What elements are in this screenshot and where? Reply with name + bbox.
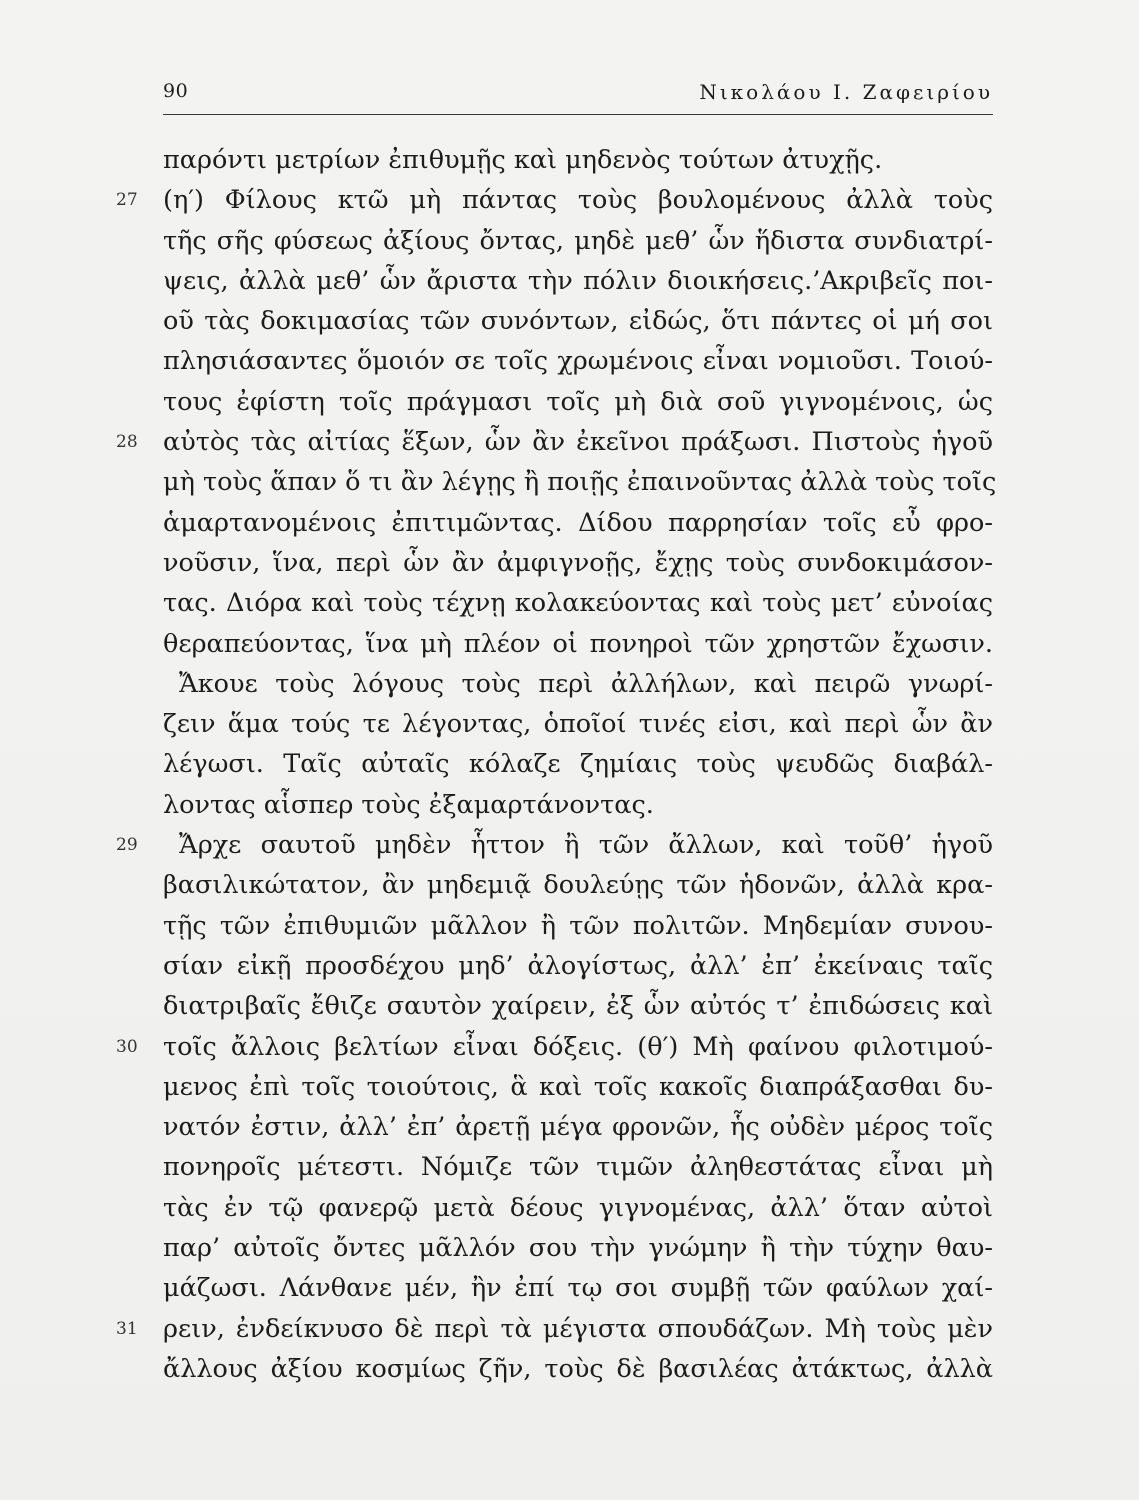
text-line <box>163 1349 993 1389</box>
line-text: νατόν ἐστιν, ἀλλ’ ἐπ’ ἀρετῇ μέγα φρονῶν, ἧς οὐδὲν μέρος τοῖς <box>163 1112 993 1143</box>
text-line <box>163 906 993 946</box>
text-line <box>163 583 993 623</box>
line-text: αὐτὸς τὰς αἰτίας ἕξων, ὧν ἂν ἐκεῖνοι πράξωσι. Πιστοὺς ἡγοῦ <box>163 427 993 458</box>
line-text: Ἄρχε σαυτοῦ μηδὲν ἧττον ἢ τῶν ἄλλων, καὶ τοῦθ’ ἡγοῦ <box>179 830 993 861</box>
text-line <box>163 664 993 704</box>
line-text: σίαν εἰκῇ προσδέχου μηδ’ ἀλογίστως, ἀλλ’ ἐπ’ ἐκείναις ταῖς <box>163 950 993 981</box>
text-line <box>163 704 993 744</box>
text-line <box>163 382 993 422</box>
text-line <box>163 301 993 341</box>
line-text: πλησιάσαντες ὅμοιόν σε τοῖς χρωμένοις εἶναι νομιοῦσι. Τοιού- <box>163 346 993 377</box>
line-text: ζειν ἅμα τούς τε λέγοντας, ὁποῖοί τινές εἰσι, καὶ περὶ ὧν ἂν <box>163 709 993 740</box>
text-line <box>163 1268 993 1308</box>
line-text: διατριβαῖς ἔθιζε σαυτὸν χαίρειν, ἐξ ὧν αὐτός τ’ ἐπιδώσεις καὶ <box>163 991 993 1022</box>
line-text: τὰς ἐν τῷ φανερῷ μετὰ δέους γιγνομένας, ἀλλ’ ὅταν αὐτοὶ <box>163 1192 993 1223</box>
line-text: παρόντι μετρίων ἐπιθυμῇς καὶ μηδενὸς τούτων ἀτυχῇς. <box>163 145 883 175</box>
line-text: πονηροῖς μέτεστι. Νόμιζε τῶν τιμῶν ἀληθεστάτας εἶναι μὴ <box>163 1152 993 1183</box>
line-text: τους ἐφίστη τοῖς πράγμασι τοῖς μὴ διὰ σοῦ γιγνομένοις, ὡς <box>163 386 993 417</box>
text-line <box>163 543 993 583</box>
text-line <box>116 422 993 462</box>
text-line <box>163 341 993 381</box>
text-line <box>163 1188 993 1228</box>
margin-section-number: 31 <box>116 1318 138 1339</box>
running-head: Νικολάου Ι. Ζαφειρίου <box>699 80 993 104</box>
text-line <box>163 1067 993 1107</box>
body-text <box>116 140 997 1389</box>
text-line <box>163 503 993 543</box>
line-text: μενος ἐπὶ τοῖς τοιούτοις, ἃ καὶ τοῖς κακοῖς διαπράξασθαι δυ- <box>163 1071 993 1102</box>
line-text: ἄλλους ἀξίου κοσμίως ζῆν, τοὺς δὲ βασιλέας ἀτάκτως, ἀλλὰ <box>163 1353 993 1384</box>
text-line <box>116 1027 993 1067</box>
text-line <box>116 1309 993 1349</box>
line-text: οῦ τὰς δοκιμασίας τῶν συνόντων, εἰδώς, ὅτι πάντες οἱ μή σοι <box>163 306 993 337</box>
line-text: τοῖς ἄλλοις βελτίων εἶναι δόξεις. (θ′) Μὴ φαίνου φιλοτιμού- <box>163 1031 993 1062</box>
margin-section-number: 30 <box>116 1036 138 1057</box>
margin-section-number: 29 <box>116 835 138 856</box>
line-text: λέγωσι. Ταῖς αὐταῖς κόλαζε ζημίαις τοὺς ψευδῶς διαβάλ- <box>163 749 993 780</box>
line-text: νοῦσιν, ἵνα, περὶ ὧν ἂν ἀμφιγνοῇς, ἔχῃς τοὺς συνδοκιμάσον- <box>163 547 993 578</box>
line-text: παρ’ αὐτοῖς ὄντες μᾶλλόν σου τὴν γνώμην ἢ τὴν τύχην θαυ- <box>163 1233 993 1264</box>
text-line <box>163 140 993 180</box>
text-line <box>163 462 997 502</box>
text-line <box>163 1147 993 1187</box>
margin-section-number: 28 <box>116 432 138 453</box>
page-number: 90 <box>163 80 189 102</box>
text-line <box>163 744 993 784</box>
text-line <box>163 1107 993 1147</box>
line-text: μὴ τοὺς ἅπαν ὅ τι ἂν λέγῃς ἢ ποιῇς ἐπαινοῦντας ἀλλὰ τοὺς τοῖς <box>163 467 997 498</box>
line-text: τῇς τῶν ἐπιθυμιῶν μᾶλλον ἢ τῶν πολιτῶν. Μηδεμίαν συνου- <box>163 910 993 941</box>
text-line <box>163 986 993 1026</box>
page-header <box>163 78 993 115</box>
line-text: Ἄκουε τοὺς λόγους τοὺς περὶ ἀλλήλων, καὶ πειρῶ γνωρί- <box>179 668 993 699</box>
text-line <box>163 261 993 301</box>
line-text: θεραπεύοντας, ἵνα μὴ πλέον οἱ πονηροὶ τῶν χρηστῶν ἔχωσιν. <box>163 628 993 659</box>
line-text: λοντας αἷσπερ τοὺς ἐξαμαρτάνοντας. <box>163 789 654 820</box>
line-text: (η′) Φίλους κτῶ μὴ πάντας τοὺς βουλομένους ἀλλὰ τοὺς <box>163 185 993 216</box>
line-text: ψεις, ἀλλὰ μεθ’ ὧν ἄριστα τὴν πόλιν διοικήσεις.’Ακριβεῖς ποι- <box>163 265 993 296</box>
text-line <box>116 180 993 220</box>
line-text: τας. Διόρα καὶ τοὺς τέχνῃ κολακεύοντας καὶ τοὺς μετ’ εὐνοίας <box>163 588 993 619</box>
text-line <box>163 221 993 261</box>
line-text: μάζωσι. Λάνθανε μέν, ἢν ἐπί τῳ σοι συμβῇ τῶν φαύλων χαί- <box>163 1273 993 1304</box>
margin-section-number: 27 <box>116 190 138 211</box>
line-text: τῆς σῆς φύσεως ἀξίους ὄντας, μηδὲ μεθ’ ὧν ἥδιστα συνδιατρί- <box>163 225 993 256</box>
line-text: ἁμαρτανομένοις ἐπιτιμῶντας. Δίδου παρρησίαν τοῖς εὖ φρο- <box>163 507 993 538</box>
text-line <box>163 624 993 664</box>
text-line <box>163 1228 993 1268</box>
line-text: ρειν, ἐνδείκνυσο δὲ περὶ τὰ μέγιστα σπουδάζων. Μὴ τοὺς μὲν <box>163 1313 993 1344</box>
text-line <box>116 825 993 865</box>
line-text: βασιλικώτατον, ἂν μηδεμιᾷ δουλεύῃς τῶν ἡδονῶν, ἀλλὰ κρα- <box>163 870 993 901</box>
text-line <box>163 865 993 905</box>
text-line <box>163 785 993 825</box>
text-line <box>163 946 993 986</box>
